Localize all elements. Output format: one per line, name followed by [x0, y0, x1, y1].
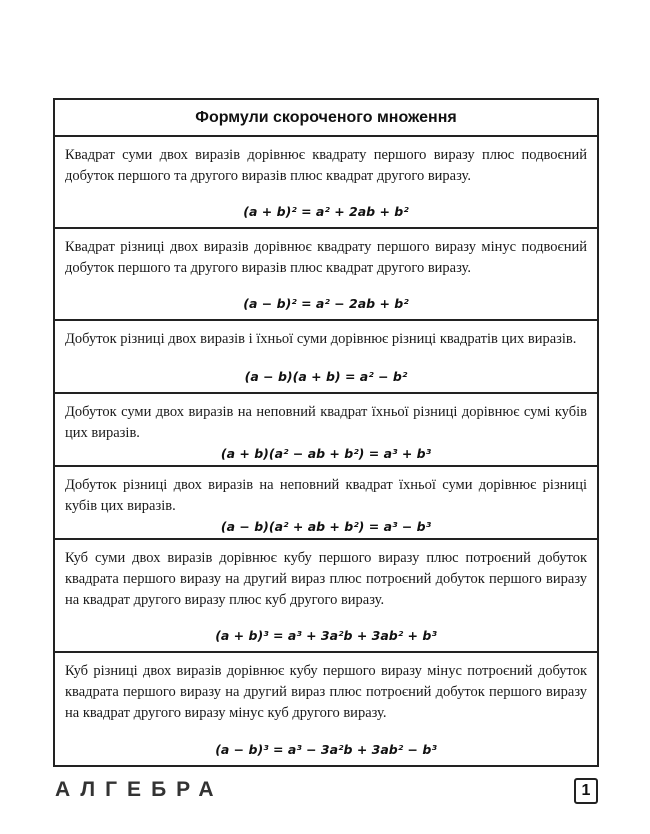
- formula-row-difference-of-cubes: [55, 467, 597, 540]
- table-title: Формули скороченого множення: [55, 100, 597, 137]
- footer-subject-label: АЛГЕБРА: [55, 778, 224, 801]
- formula-row-cube-of-difference: [55, 653, 597, 765]
- formula-description: Куб суми двох виразів дорівнює кубу першого виразу плюс потроєний добуток квадрата першого виразу на другий вираз плюс потроєний добуток першого виразу на квадрат другого виразу плюс куб другого виразу.: [65, 550, 587, 608]
- formula-row-square-of-sum: [55, 137, 597, 229]
- formula-description: Добуток різниці двох виразів на неповний квадрат їхньої суми дорівнює різниці кубів цих виразів.: [65, 477, 587, 514]
- formula-expression: (a + b)² = a² + 2ab + b²: [243, 204, 409, 219]
- formula-description: Квадрат різниці двох виразів дорівнює квадрату першого виразу мінус подвоєний добуток першого та другого виразів плюс квадрат другого виразу.: [65, 239, 587, 276]
- formula-row-difference-of-squares: [55, 321, 597, 394]
- formulas-table: [53, 98, 599, 767]
- page-number: 1: [574, 778, 598, 804]
- formula-expression: (a + b)³ = a³ + 3a²b + 3ab² + b³: [215, 628, 437, 643]
- formula-row-square-of-difference: [55, 229, 597, 321]
- formula-row-cube-of-sum: [55, 540, 597, 653]
- formula-description: Квадрат суми двох виразів дорівнює квадрату першого виразу плюс подвоєний добуток першого та другого виразів плюс квадрат другого виразу.: [65, 147, 587, 184]
- formula-description: Добуток суми двох виразів на неповний квадрат їхньої різниці дорівнює сумі кубів цих виразів.: [65, 404, 587, 441]
- formula-expression: (a − b)(a + b) = a² − b²: [244, 369, 408, 384]
- formula-description: Добуток різниці двох виразів і їхньої суми дорівнює різниці квадратів цих виразів.: [65, 331, 577, 347]
- formula-description: Куб різниці двох виразів дорівнює кубу першого виразу мінус потроєний добуток квадрата першого виразу на другий вираз плюс потроєний добуток першого виразу на квадрат другого виразу мінус куб другого виразу.: [65, 663, 587, 721]
- formula-expression: (a − b)³ = a³ − 3a²b + 3ab² − b³: [215, 742, 437, 757]
- formula-expression: (a − b)² = a² − 2ab + b²: [243, 296, 409, 311]
- formula-expression: (a + b)(a² − ab + b²) = a³ + b³: [220, 446, 432, 461]
- formula-row-sum-of-cubes: [55, 394, 597, 467]
- formula-expression: (a − b)(a² + ab + b²) = a³ − b³: [220, 519, 432, 534]
